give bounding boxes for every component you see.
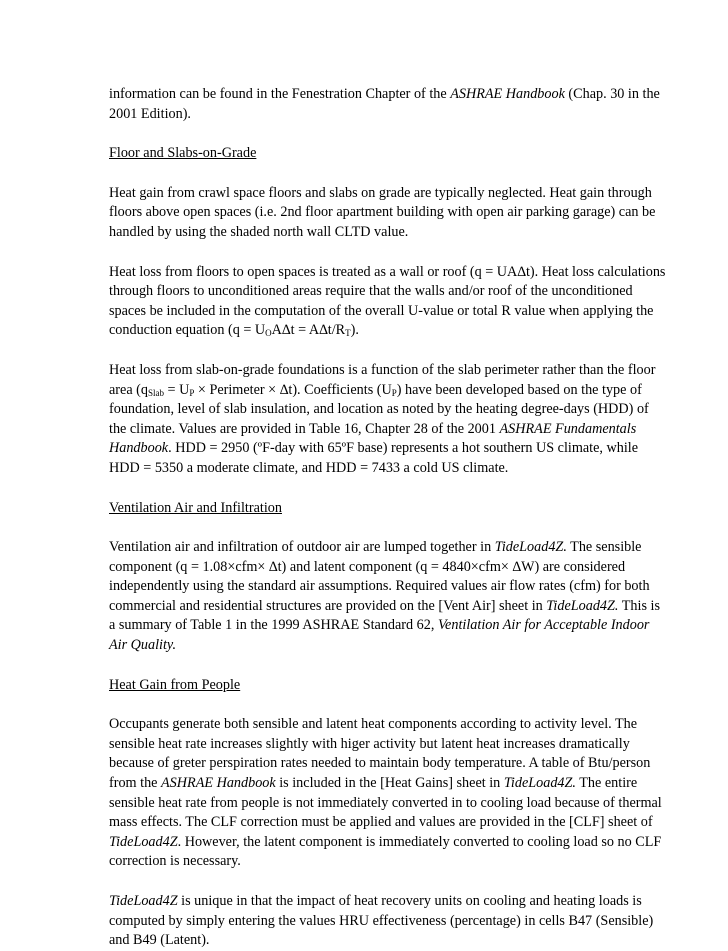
heading-floor-slabs: Floor and Slabs-on-Grade bbox=[109, 145, 257, 162]
paragraph-heat-recovery: TideLoad4Z is unique in that the impact of heat recovery units on cooling and heating loads is computed by simply entering the values HRU effectiveness (percentage) in cells B47 (Sensible) and B49 (Latent). bbox=[109, 893, 654, 949]
paragraph-occupants: Occupants generate both sensible and latent heat components according to activity level. The sensible heat rate increases slightly with higer activity but latent heat increases dramatically because of greter perspiration rates needed to maintain body temperature. A table of Btu/person from the ASHRAE Handbook is included in the [Heat Gains] sheet in TideLoad4Z. The entire sensible heat rate from people is not immediately converted in to cooling load because of thermal mass effects. The CLF correction must be applied and values are provided in the [CLF] sheet of TideLoad4Z. However, the latent component is immediately converted to cooling load so no CLF correction is necessary. bbox=[109, 716, 662, 870]
paragraph-slab-loss: Heat loss from slab-on-grade foundations is a function of the slab perimeter rather than the floor area ($q_{Slab} = U_P$ × Perimeter × ∆t). Coefficients $(U_P)$ have been developed based on the type of foundation, level of slab insulation, and location as noted by the heating degree-days (HDD) of the climate. Values are provided in Table 16, Chapter 28 of the 2001 ASHRAE Fundamentals Handbook. HDD = 2950 (ºF-day with 65ºF base) represents a hot southern US climate, while HDD = 5350 a moderate climate, and HDD = 7433 a cold US climate. bbox=[109, 361, 656, 476]
heading-heat-gain-people: Heat Gain from People bbox=[109, 676, 241, 693]
paragraph-floor-loss: Heat loss from floors to open spaces is treated as a wall or roof (q = UA∆t). Heat loss calculations through floors to unconditioned areas require that the walls and/or roof of the unconditioned spaces be included in the computation of the overall U-value or total R value when applying the conduction equation $(q = U_OA\Delta t = A\Delta t/R_T)$. bbox=[109, 263, 666, 339]
heading-ventilation: Ventilation Air and Infiltration bbox=[109, 499, 282, 516]
paragraph-floor-gain: Heat gain from crawl space floors and slabs on grade are typically neglected. Heat gain through floors above open spaces (i.e. 2nd floor apartment building with open air parking garage) can be handled by using the shaded north wall CLTD value. bbox=[109, 184, 656, 240]
paragraph-ventilation: Ventilation air and infiltration of outdoor air are lumped together in TideLoad4Z. The sensible component (q = 1.08×cfm× ∆t) and latent component (q = 4840×cfm× ∆W) are considered independently using the standard air assumptions. Required values air flow rates (cfm) for both commercial and residential structures are provided on the [Vent Air] sheet in TideLoad4Z. This is a summary of Table 1 in the 1999 ASHRAE Standard 62, Ventilation Air for Acceptable Indoor Air Quality. bbox=[109, 539, 660, 654]
paragraph-fenestration: information can be found in the Fenestration Chapter of the ASHRAE Handbook (Chap. 30 in the 2001 Edition). bbox=[109, 86, 660, 122]
